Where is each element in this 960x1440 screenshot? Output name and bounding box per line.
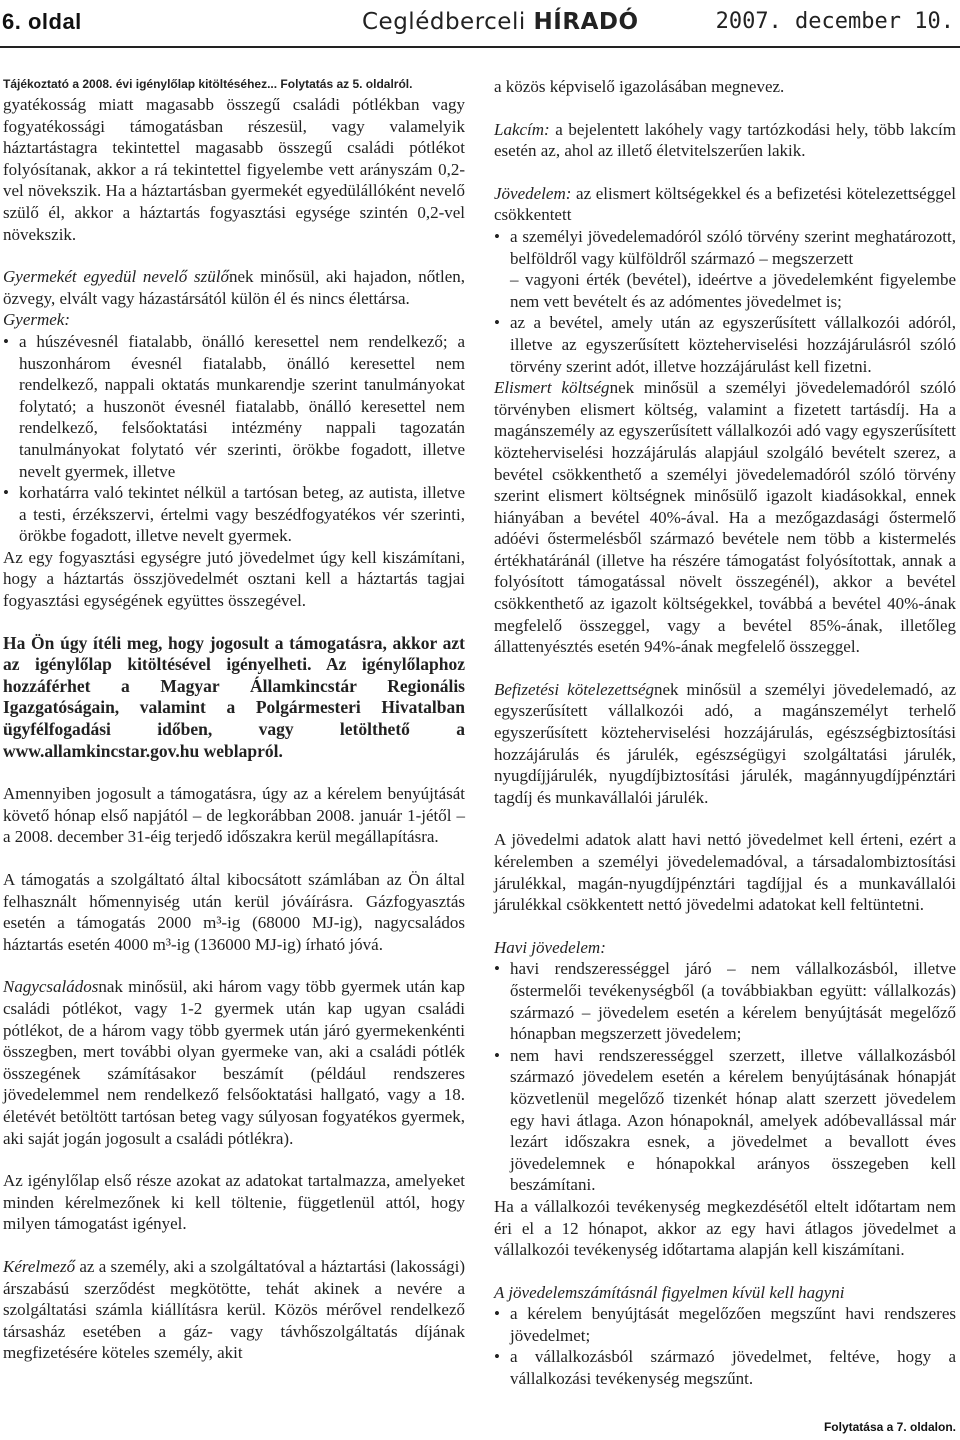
paragraph-net-income: A jövedelmi adatok alatt havi nettó jövedelmet kell érteni, ezért a kérelemben a személyi jövedelemadóval, a társadalombiztosítási járulékkal, magán-nyugdíjpénztári tagdíjjal és a munkavállalói járulékkal csökkentett nettó jövedelmi adatokat kell feltüntetni. <box>494 830 956 915</box>
paragraph-address: Lakcím: a bejelentett lakóhely vagy tartózkodási hely, több lakcím esetén az, ahol az illető életvitelszerűen lakik. <box>494 119 956 161</box>
paragraph-eligibility-period: Amennyiben jogosult a támogatásra, úgy az a kérelem benyújtását követő hónap első napjától – de legkorábban 2008. január 1-jétől – a 2008. december 31-éig terjedő időszakra kerül megállapításra. <box>3 784 465 847</box>
list-item: • korhatárra való tekintet nélkül a tartósan beteg, az autista, illetve a testi, érzékszervi, értelmi vagy beszédfogyatékos vér szerinti, örökbe fogadott, illetve nevelt gyermek. <box>3 482 465 547</box>
paragraph-how-to-apply: Ha Ön úgy ítéli meg, hogy jogosult a támogatásra, akkor azt az igénylőlap kitöltésével igényelheti. Az igénylőlaphoz hozzáférhet a Magyar Államkincstár Regionális Igazgatóságain, valamint a Polgármesteri Hivatalban ügyfélfogadási időben, vagy letölthető a www.allamkincstar.gov.hu weblapról. <box>3 632 465 761</box>
paragraph-single-parent: Gyermekét egyedül nevelő szülőnek minősül, aki hajadon, nőtlen, özvegy, elvált vagy házastársától külön él és nincs élettársa. <box>3 267 466 308</box>
page-header <box>0 0 960 46</box>
list-item: • a húszévesnél fiatalabb, önálló keresettel nem rendelkező; a huszonhárom évesnél fiatalabb, önálló keresettel nem rendelkező, nappali oktatás munkarendje szerint tanulmányokat folytató; a huszonöt évesnél fiatalabb, önálló keresettel nem rendelkező, felsőoktatási intézmény nappali tagozatán tanulmányokat folytató vér szerinti, örökbe fogadott, illetve nevelt gyermek, illetve <box>3 331 465 482</box>
term-income: Jövedelem: <box>494 183 572 203</box>
page-number: 6. oldal <box>2 9 82 34</box>
term-address: Lakcím: <box>494 119 550 139</box>
term-applicant: Kérelmező <box>3 1256 76 1276</box>
continuation-note: Tájékoztató a 2008. évi igénylőlap kitöltéséhez... Folytatás az 5. oldalról. <box>3 77 413 91</box>
income-dash-line: – vagyoni érték (bevétel), ideértve a jövedelemként figyelembe nem vett bevételt és az adómentes jövedelmet is; <box>510 270 956 311</box>
monthly-income-label: Havi jövedelem: <box>494 937 606 957</box>
paragraph-business-period: Ha a vállalkozói tevékenység megkezdésétől eltelt időtartam nem éri el a 12 hónapot, akkor az egy havi átlagos jövedelmet a vállalkozói tevékenység időtartama alapján kell kiszámítani. <box>494 1196 956 1260</box>
list-item: • a személyi jövedelemadóról szóló törvény szerint meghatározott, belföldről vagy külföldről származó – megszerzett <box>494 226 956 269</box>
list-item: • az a bevétel, amely után az egyszerűsített vállalkozói adóról, illetve az egyszerűsített közteherviselési hozzájárulásról szóló törvény szerint adót, illetve hozzájárulást kell fizetni. <box>494 312 956 377</box>
paragraph-recognized-cost: Elismert költségnek minősül a személyi jövedelemadóról szóló törvényben elismert költség, valamint a fizetett tartásdíj. Ha a magánszemély az egyszerűsített vállalkozói adó vagy egyszerűsített közteherviselési hozzájárulás alapjául szolgáló bevételt szerez, a bevétel csökkenthető a személyi jövedelemadóról szóló törvény szerint elismert költségnek minősülő igazolt kiadásokkal, ennek hiányában a bevétel 40%-ával. Ha a mezőgazdasági őstermelő adóévi őstermelésből származó bevétele nem több a kistermelés értékhatáránál (illetve ha részére támogatást folyósítottak, annak a folyósított támogatással növelt összegénél), akkor a bevétel csökkenthető az igazolt költségekkel, továbbá a bevétel 40%-ának megfelelő összeggel, vagy a bevétel 85%-ának, illetőleg állattenyésztés esetén 94%-ának megfelelő összeggel. <box>494 378 956 657</box>
paragraph-common-representative: a közös képviselő igazolásában megnevez. <box>494 77 785 96</box>
paragraph-support-amount: A támogatás a szolgáltató által kibocsátott számlában az Ön által felhasznált hőmennyiség után kerül jóváírásra. Gázfogyasztás esetén a támogatás 2000 m³-ig (68000 MJ-ig), nagycsaládos háztartás esetén 4000 m³-ig (136000 MJ-ig) írható jóvá. <box>3 870 465 954</box>
issue-date: 2007. december 10. <box>715 9 954 34</box>
list-item: • a vállalkozásból származó jövedelmet, feltéve, hogy a vállalkozási tevékenység megszűnt. <box>494 1346 956 1389</box>
right-column <box>494 76 956 1390</box>
newspaper-title <box>362 9 639 35</box>
paragraph-payment-obligation: Befizetési kötelezettségnek minősül a személyi jövedelemadó, az egyszerűsített vállalkozói adó, a magánszemélyt terhelő egyszerűsített közteherviselési hozzájárulás, egészségbiztosítási hozzájárulás és járulék, egészségügyi szolgáltatási járulék, nyugdíjjárulék, nyugdíjbiztosítási járulék, magánnyugdíjpénztári tagdíj és munkavállalói járulék. <box>494 679 956 807</box>
list-item: • a kérelem benyújtását megelőzően megszűnt havi rendszeres jövedelmet; <box>494 1303 956 1346</box>
paragraph-consumption-unit: Az egy fogyasztási egységre jutó jövedelmet úgy kell kiszámítani, hogy a háztartás összjövedelmét osztani kell a háztartás tagjai fogyasztási egységének együttes összegével. <box>3 547 465 611</box>
income-list-2 <box>494 312 956 377</box>
paragraph-applicant: Kérelmező az a személy, aki a szolgáltatóval a háztartási (lakossági) árszabású szerződést megkötötte, tehát akinek a nevére a szolgáltatási számla kiállításra kerül. Közös mérővel rendelkező társasház esetében a gáz- vagy távhőszolgáltatás díjának megfizetésére köteles személy, akit <box>3 1256 465 1363</box>
newspaper-title-part2: HÍRADÓ <box>533 9 639 35</box>
paragraph-form-first-part: Az igénylőlap első része azokat az adatokat tartalmazza, amelyeket minden kérelmezőnek ki kell töltenie, függetlenül attól, hogy milyen támogatást igényel. <box>3 1171 465 1234</box>
paragraph-income: Jövedelem: az elismert költségekkel és a befizetési kötelezettséggel csökkentett <box>494 183 956 225</box>
monthly-income-list <box>494 958 956 1196</box>
term-large-family: Nagycsaládos <box>3 977 99 997</box>
exclusions-label: A jövedelemszámításnál figyelmen kívül kell hagyni <box>494 1282 845 1302</box>
left-column <box>3 76 465 1364</box>
gyermek-list <box>3 331 465 547</box>
paragraph-large-family: Nagycsaládosnak minősül, aki három vagy több gyermek után kap családi pótlékot, vagy 1-2 gyermek után kap ugyan családi pótlékot, de a három vagy több gyermek után járó gyermekenkénti összegben, mert további olyan gyermeke van, aki a családi pótlék összegének számításakor beszámít (például rendszeres jövedelemmel nem rendelkező felsőoktatási hallgató, vagy a 18. életévét betöltött tartósan beteg vagy súlyosan fogyatékos gyermek, aki saját jogán jogosult a családi pótlékra). <box>3 977 465 1148</box>
list-item: • nem havi rendszerességgel szerzett, illetve vállalkozásból származó jövedelem esetén a kérelem benyújtásának hónapját közvetlenül megelőző tizenkét hónap alatt szerzett jövedelem egy havi átlaga. Azon hónapoknál, amelyek adóbevallással már lezárt időszakra esnek, a jövedelmet a bevallott éves jövedelemnek e hónapokkal arányos összegeben kell beszámítani. <box>494 1045 956 1196</box>
term-recognized-cost: Elismert költség <box>494 378 610 398</box>
list-item: • havi rendszerességgel járó – nem vállalkozásból, illetve őstermelői tevékenységből (a továbbiakban együtt: vállalkozás) származó – jövedelem esetén a kérelem benyújtását megelőző hónapban megszerzett jövedelem; <box>494 958 956 1044</box>
continued-link[interactable]: Folytatása a 7. oldalon. <box>823 1420 956 1434</box>
term-payment-obligation: Befizetési kötelezettség <box>494 679 654 699</box>
term-single-parent: Gyermekét egyedül nevelő szülő <box>3 267 229 287</box>
header-divider <box>0 46 960 48</box>
paragraph-household: gyatékosság miatt magasabb összegű családi pótlékban vagy fogyatékossági támogatásban részesül, vagy valamelyik háztartástagra tekintettel magasabb összegű családi pótlékot folyósítanak, akkor a rá tekintettel figyelembe vett arányszám 0,2-vel növekszik. Ha a háztartásban gyermekét egyedülállóként nevelő szülő él, akkor a háztartás fogyasztási egysége szintén 0,2-vel növekszik. <box>3 95 465 244</box>
newspaper-title-part1: Ceglédberceli <box>362 9 534 35</box>
gyermek-label: Gyermek: <box>3 310 71 330</box>
exclusions-list <box>494 1303 956 1389</box>
income-list <box>494 226 956 269</box>
